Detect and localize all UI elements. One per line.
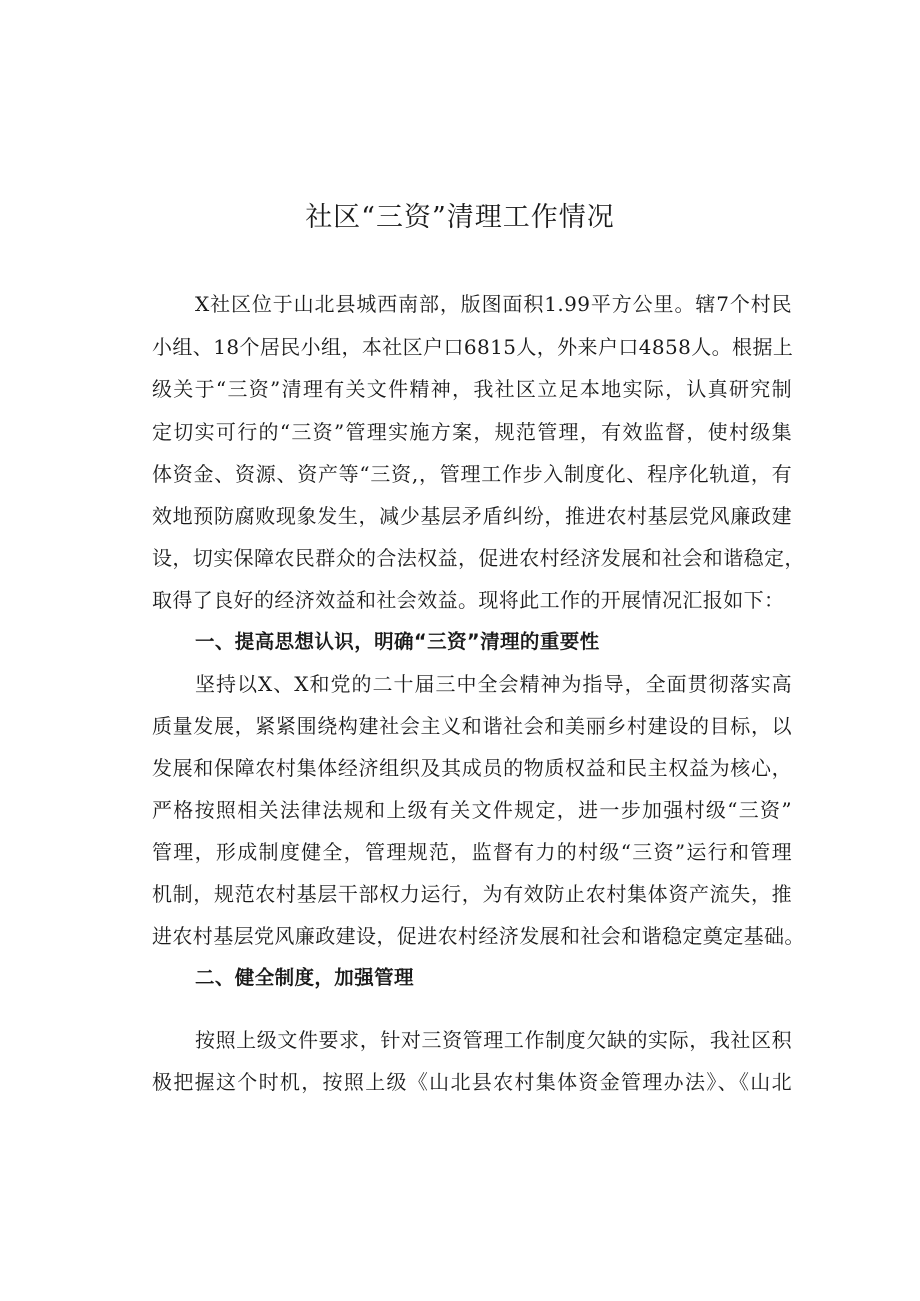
section-heading: 一、提高思想认识，明确“三资”清理的重要性 bbox=[195, 630, 600, 653]
paragraph-line: 设，切实保障农民群众的合法权益，促进农村经济发展和社会和谐稳定， bbox=[152, 546, 805, 570]
paragraph-line: 取得了良好的经济效益和社会效益。现将此工作的开展情况汇报如下： bbox=[152, 588, 785, 612]
paragraph-line: 效地预防腐败现象发生，减少基层矛盾纠纷，推进农村基层党风廉政建 bbox=[152, 504, 792, 528]
paragraph-line: 坚持以X、X和党的二十届三中全会精神为指导，全面贯彻落实高 bbox=[195, 672, 792, 696]
paragraph-line: 定切实可行的“三资”管理实施方案，规范管理，有效监督，使村级集 bbox=[152, 420, 792, 444]
paragraph-line: 级关于“三资”清理有关文件精神，我社区立足本地实际，认真研究制 bbox=[152, 377, 792, 401]
paragraph-line: 机制，规范农村基层干部权力运行，为有效防止农村集体资产流失，推 bbox=[152, 882, 792, 906]
paragraph-line: 发展和保障农村集体经济组织及其成员的物质权益和民主权益为核心， bbox=[152, 756, 792, 780]
paragraph-line: 质量发展，紧紧围绕构建社会主义和谐社会和美丽乡村建设的目标，以 bbox=[152, 714, 792, 738]
paragraph-line: X社区位于山北县城西南部，版图面积1.99平方公里。辖7个村民 bbox=[195, 292, 792, 316]
paragraph-line: 极把握这个时机，按照上级《山北县农村集体资金管理办法》、《山北 bbox=[152, 1070, 792, 1094]
paragraph-line: 体资金、资源、资产等“三资,，管理工作步入制度化、程序化轨道，有 bbox=[152, 462, 792, 486]
paragraph-line: 管理，形成制度健全，管理规范，监督有力的村级“三资”运行和管理 bbox=[152, 840, 792, 864]
paragraph-line: 按照上级文件要求，针对三资管理工作制度欠缺的实际，我社区积 bbox=[195, 1028, 792, 1052]
paragraph-line: 进农村基层党风廉政建设，促进农村经济发展和社会和谐稳定奠定基础。 bbox=[152, 924, 805, 948]
document-title: 社区“三资”清理工作情况 bbox=[305, 202, 615, 233]
section-heading: 二、健全制度，加强管理 bbox=[195, 966, 414, 989]
paragraph-line: 小组、18个居民小组，本社区户口6815人，外来户口4858人。根据上 bbox=[152, 335, 794, 359]
paragraph-line: 严格按照相关法律法规和上级有关文件规定，进一步加强村级“三资” bbox=[152, 798, 792, 822]
